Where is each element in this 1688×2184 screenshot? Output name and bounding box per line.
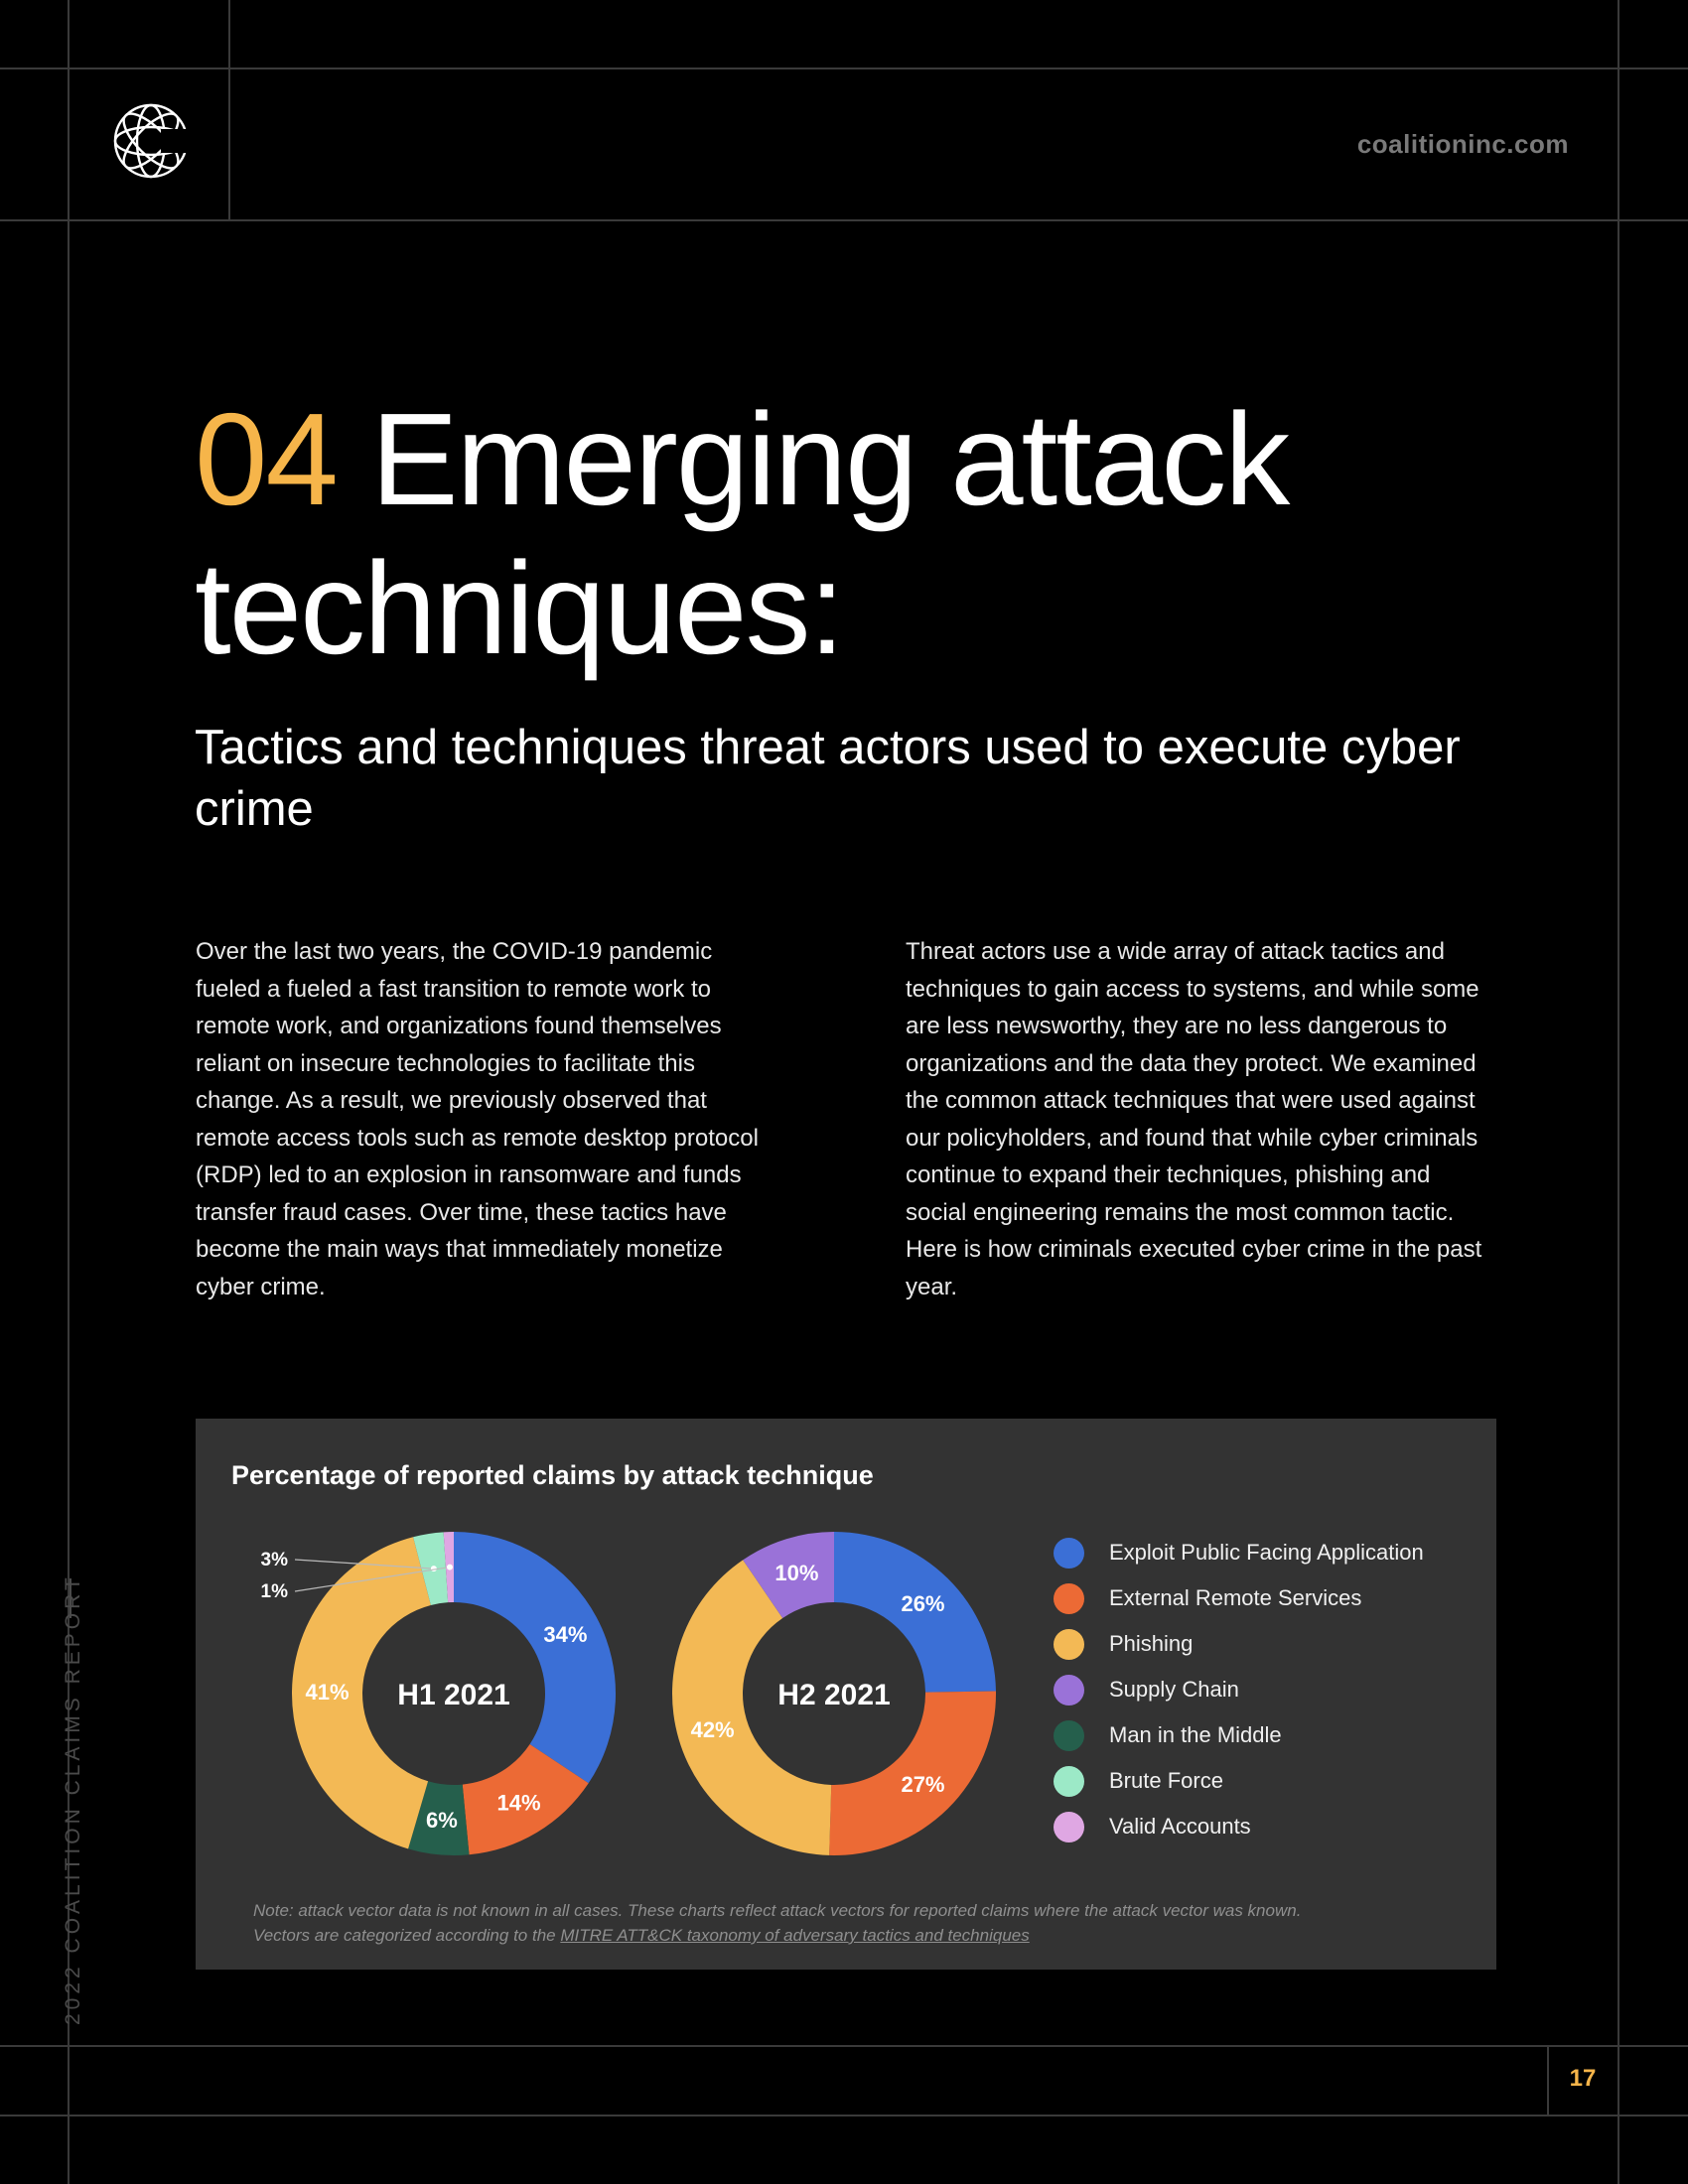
legend-label-phishing: Phishing — [1109, 1631, 1194, 1656]
page-title — [195, 385, 1485, 683]
data-label-h1-2021-exploit-public-facing-application: 34% — [543, 1621, 588, 1647]
grid-line-top — [0, 68, 1688, 69]
body-left-column: Over the last two years, the COVID-19 pandemic fueled a fueled a fast transition to remote work to remote work, and organizations found themselves reliant on insecure technologies to facilitate this change. As a result, we previously observed that remote access tools such as remote desktop protocol (RDP) led to an explosion in ransomware and funds transfer fraud cases. Over time, these tactics have become the main ways that immediately monetize cyber crime. — [196, 938, 759, 1300]
data-label-h2-2021-phishing: 42% — [690, 1716, 735, 1742]
legend-swatch-exploit-public-facing-application — [1054, 1538, 1084, 1569]
chart-note — [253, 1898, 1475, 1948]
data-label-h2-2021-supply-chain: 10% — [774, 1561, 819, 1586]
legend-swatch-brute-force — [1054, 1766, 1084, 1797]
chart-note-line-2: Vectors are categorized according to the — [253, 1926, 561, 1945]
legend-label-supply-chain: Supply Chain — [1109, 1677, 1239, 1702]
donut-center-label-h1-2021: H1 2021 — [397, 1679, 510, 1711]
legend-swatch-external-remote-services — [1054, 1583, 1084, 1614]
grid-line-logo — [228, 0, 230, 219]
legend-item-brute-force — [1054, 1758, 1424, 1804]
page-number: 17 — [1569, 2065, 1597, 2092]
grid-line-header — [0, 219, 1688, 221]
legend-item-phishing — [1054, 1621, 1424, 1667]
legend-label-exploit-public-facing-application: Exploit Public Facing Application — [1109, 1540, 1424, 1565]
chart-note-line-1: Note: attack vector data is not known in all cases. These charts reflect attack vectors for reported claims where the attack vector was known. — [253, 1901, 1302, 1920]
leader-dot-h1-2021-brute-force — [431, 1566, 437, 1571]
coalition-logo-icon[interactable] — [109, 99, 193, 183]
legend-swatch-man-in-the-middle — [1054, 1720, 1084, 1751]
data-label-h1-2021-phishing: 41% — [305, 1679, 350, 1705]
site-url[interactable]: coalitioninc.com — [1356, 129, 1569, 159]
data-label-h1-2021-external-remote-services: 14% — [496, 1790, 541, 1816]
donut-charts — [196, 1419, 1040, 1895]
legend-label-man-in-the-middle: Man in the Middle — [1109, 1722, 1282, 1747]
grid-line-right — [1618, 0, 1619, 2184]
data-label-h1-2021-valid-accounts: 1% — [260, 1581, 288, 1602]
legend-item-valid-accounts — [1054, 1804, 1424, 1849]
mitre-link[interactable]: MITRE ATT&CK taxonomy of adversary tactics and techniques — [560, 1926, 1030, 1945]
section-number: 04 — [195, 386, 337, 532]
page-subtitle: Tactics and techniques threat actors used to execute cyber crime — [195, 721, 1461, 836]
legend-label-valid-accounts: Valid Accounts — [1109, 1814, 1251, 1839]
chart-title: Percentage of reported claims by attack technique — [231, 1460, 874, 1490]
donut-center-label-h2-2021: H2 2021 — [777, 1679, 891, 1711]
grid-line-footer-bottom — [0, 2115, 1688, 2116]
legend-label-brute-force: Brute Force — [1109, 1768, 1223, 1793]
slice-h1-2021-exploit-public-facing-application — [454, 1532, 616, 1783]
data-label-h1-2021-brute-force: 3% — [260, 1550, 288, 1570]
title-line-2: techniques: — [195, 535, 844, 681]
legend-swatch-phishing — [1054, 1629, 1084, 1660]
legend-item-external-remote-services — [1054, 1575, 1424, 1621]
leader-dot-h1-2021-valid-accounts — [447, 1565, 453, 1570]
legend-item-supply-chain — [1054, 1667, 1424, 1712]
legend-label-external-remote-services: External Remote Services — [1109, 1585, 1362, 1610]
grid-line-footer-top — [0, 2045, 1688, 2047]
data-label-h2-2021-exploit-public-facing-application: 26% — [901, 1591, 945, 1617]
chart-panel — [196, 1419, 1496, 1970]
legend-swatch-supply-chain — [1054, 1675, 1084, 1706]
data-label-h1-2021-man-in-the-middle: 6% — [425, 1807, 458, 1833]
report-name-vertical: 2022 COALITION CLAIMS REPORT — [62, 1573, 84, 2025]
legend-item-exploit-public-facing-application — [1054, 1530, 1424, 1575]
legend-swatch-valid-accounts — [1054, 1812, 1084, 1843]
data-label-h2-2021-external-remote-services: 27% — [901, 1771, 945, 1797]
chart-legend — [1054, 1530, 1424, 1849]
legend-item-man-in-the-middle — [1054, 1712, 1424, 1758]
body-right-column: Threat actors use a wide array of attack tactics and techniques to gain access to systems, and while some are less newsworthy, they are no less dangerous to organizations and the data they protect. We examined the common attack techniques that were used against our policyholders, and found that while cyber criminals continue to expand their techniques, phishing and social engineering remains the most common tactic. Here is how criminals executed cyber crime in the past year. — [906, 938, 1482, 1300]
title-line-1: Emerging attack — [370, 386, 1289, 532]
